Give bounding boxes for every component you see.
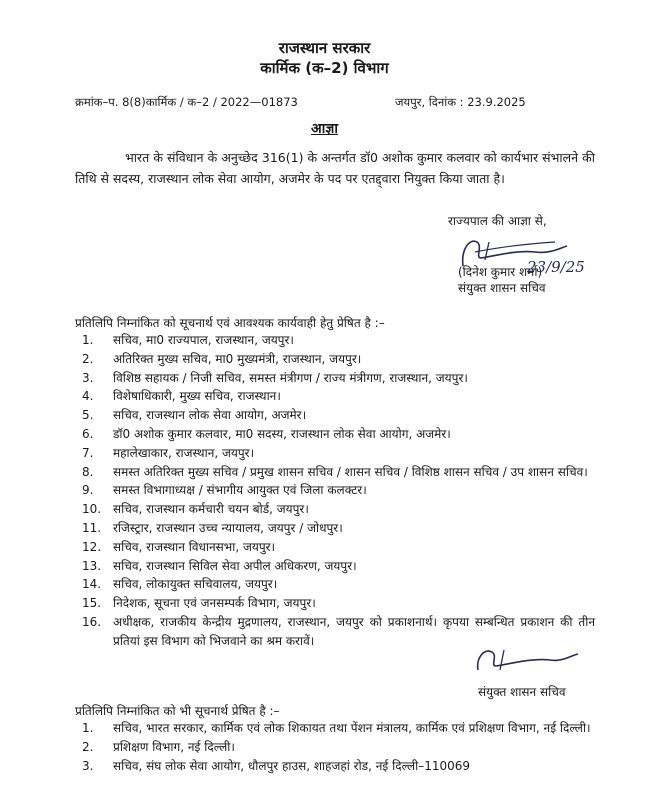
place-date: जयपुर, दिनांक : 23.9.2025 [395,95,526,109]
reference-number: क्रमांक–प. 8(8)कार्मिक / क–2 / 2022—01873 [75,95,298,109]
government-title: राजस्थान सरकार [278,39,371,57]
signatory-designation: संयुक्त शासन सचिव [458,281,546,295]
list-item: 7. महालेखाकार, राजस्थान, जयपुर। [82,445,255,460]
list-item: 10. सचिव, राजस्थान कर्मचारी चयन बोर्ड, जयपुर। [82,502,309,517]
authority-line: राज्यपाल की आज्ञा से, [448,214,547,228]
list-item: 2. प्रशिक्षण विभाग, नई दिल्ली। [82,739,235,754]
list-item: 15. निदेशक, सूचना एवं जनसम्पर्क विभाग, जयपुर। [82,596,316,611]
copy-list-2 [75,719,595,775]
list-item: 9. समस्त विभागाध्यक्ष / संभागीय आयुक्त एवं जिला कलक्टर। [82,483,367,498]
handwritten-date: 23/9/25 [527,258,585,276]
department-title: कार्मिक (क–2) विभाग [260,59,389,77]
copy-list-1 [75,331,595,651]
list-item: 14. सचिव, लोकायुक्त सचिवालय, जयपुर। [82,577,278,592]
list-item: 1. सचिव, मा0 राज्यपाल, राजस्थान, जयपुर। [82,333,294,347]
copy-intro-2: प्रतिलिपि निम्नांकित को भी सूचनार्थ प्रेषित है :– [75,704,280,718]
list-item: 4. विशेषाधिकारी, मुख्य सचिव, राजस्थान। [82,389,281,404]
list-item: 3. विशिष्ठ सहायक / निजी सचिव, समस्त मंत्रीगण / राज्य मंत्रीगण, राजस्थान, जयपुर। [82,370,468,385]
list-item: 5. सचिव, राजस्थान लोक सेवा आयोग, अजमेर। [82,408,307,423]
signature [470,640,590,684]
list-item: 12. सचिव, राजस्थान विधानसभा, जयपुर। [82,539,276,554]
list-item: 6. डॉ0 अशोक कुमार कलवार, मा0 सदस्य, राजस्थान लोक सेवा आयोग, अजमेर। [82,426,451,441]
list-item: 11. रजिस्ट्रार, राजस्थान उच्च न्यायालय, जयपुर / जोधपुर। [82,520,343,535]
list-item: 2. अतिरिक्त मुख्य सचिव, मा0 मुख्यमंत्री, राजस्थान, जयपुर। [82,351,362,366]
order-title: आज्ञा [311,121,338,137]
signatory-designation-2: संयुक्त शासन सचिव [478,685,566,699]
list-item: 16. अधीक्षक, राजकीय केन्द्रीय मुद्रणालय, राजस्थान, जयपुर को प्रकाशनार्थ। कृपया सम्बन्धित प्रकाशन की तीन प्रतियां इस विभाग को भिजवाने का श्रम करावें। [82,614,595,648]
list-item: 13. सचिव, राजस्थान सिविल सेवा अपील अधिकरण, जयपुर। [82,558,357,573]
copy-intro-1: प्रतिलिपि निम्नांकित को सूचनार्थ एवं आवश्यक कार्यवाही हेतु प्रेषित है :– [75,316,385,330]
list-item: 1. सचिव, भारत सरकार, कार्मिक एवं लोक शिकायत तथा पेंशन मंत्रालय, कार्मिक एवं प्रशिक्षण विभाग, नई दिल्ली। [82,721,591,735]
order-text: भारत के संविधान के अनुच्छेद 316(1) के अन्तर्गत डॉ0 अशोक कुमार कलवार को कार्यभार संभालने की तिथि से सदस्य, राजस्थान लोक सेवा आयोग, अजमेर के पद पर एतद्द्वारा नियुक्त किया जाता है। [75,150,595,186]
list-item: 8. समस्त अतिरिक्त मुख्य सचिव / प्रमुख शासन सचिव / शासन सचिव / विशिष्ठ शासन सचिव / उप शासन सचिव। [82,464,588,479]
signatory-name: (दिनेश कुमार शर्मा) [458,265,543,279]
list-item: 3. सचिव, संघ लोक सेवा आयोग, धौलपुर हाउस, शाहजहां रोड, नई दिल्ली–110069 [82,758,471,773]
